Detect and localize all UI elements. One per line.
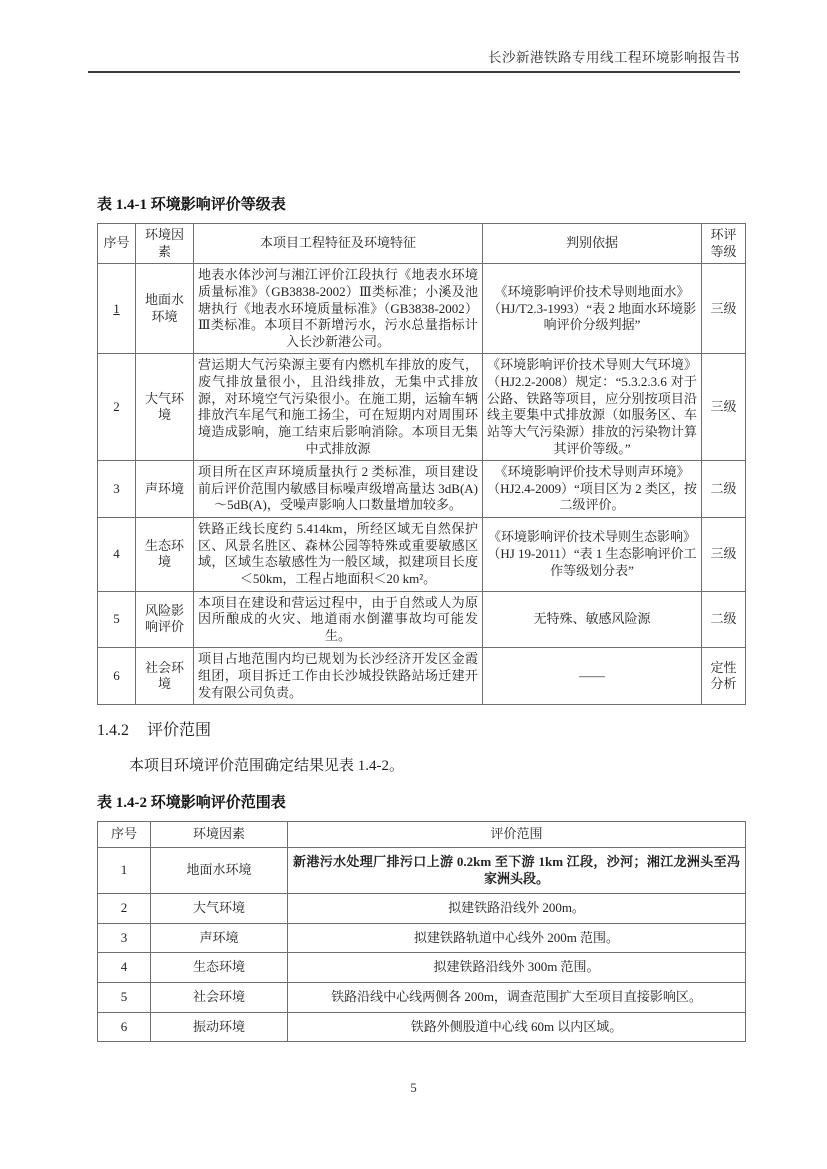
table-row — [98, 518, 746, 592]
table1-col-grade: 环评等级 — [702, 224, 746, 264]
row-seq: 1 — [98, 847, 151, 893]
row-basis: 《环境影响评价技术导则生态影响》（HJ 19-2011）“表 1 生态影响评价工作等级划分表” — [483, 518, 702, 592]
row-factor: 地面水环境 — [136, 264, 194, 354]
row-basis: 《环境影响评价技术导则地面水》（HJ/T2.3-1993）“表 2 地面水环境影响评价分级判据” — [483, 264, 702, 354]
table-row — [98, 648, 746, 705]
row-scope: 新港污水处理厂排污口上游 0.2km 至下游 1km 江段，沙河；湘江龙洲头至冯家洲头段。 — [288, 847, 746, 893]
table-row — [98, 953, 746, 983]
row-seq: 6 — [98, 1012, 151, 1042]
row-basis: 《环境影响评价技术导则声环境》（HJ2.4-2009）“项目区为 2 类区，按二级评价。 — [483, 461, 702, 518]
table-row — [98, 923, 746, 953]
row-seq: 3 — [98, 923, 151, 953]
row-scope: 铁路外侧股道中心线 60m 以内区域。 — [288, 1012, 746, 1042]
running-header — [88, 46, 740, 73]
row-seq: 5 — [98, 983, 151, 1013]
row-feature: 项目所在区声环境质量执行 2 类标准，项目建设前后评价范围内敏感目标噪声级增高量达 3dB(A)～5dB(A)，受噪声影响人口数量增加较多。 — [194, 461, 483, 518]
table2-col-seq: 序号 — [98, 822, 151, 848]
header-rule — [88, 71, 740, 73]
row-basis: 无特殊、敏感风险源 — [483, 591, 702, 648]
table-row — [98, 894, 746, 924]
table1-col-basis: 判别依据 — [483, 224, 702, 264]
row-seq: 6 — [98, 648, 136, 705]
section-number: 1.4.2 — [97, 722, 129, 740]
row-scope: 拟建铁路沿线外 300m 范围。 — [288, 953, 746, 983]
row-basis: —— — [483, 648, 702, 705]
row-scope: 铁路沿线中心线两侧各 200m，调查范围扩大至项目直接影响区。 — [288, 983, 746, 1013]
row-factor: 社会环境 — [151, 983, 288, 1013]
table1-col-seq: 序号 — [98, 224, 136, 264]
row-feature: 营运期大气污染源主要有内燃机车排放的废气，废气排放量很小，且沿线排放，无集中式排放源，对环境空气污染很小。在施工期，运输车辆排放汽车尾气和施工扬尘，可在短期内对周围环境造成影响，施工结束后影响消除。本项目无集中式排放源 — [194, 354, 483, 461]
row-factor: 生态环境 — [136, 518, 194, 592]
row-feature: 本项目在建设和营运过程中，由于自然或人为原因所酿成的火灾、地道雨水倒灌事故均可能发生。 — [194, 591, 483, 648]
table2-col-scope: 评价范围 — [288, 822, 746, 848]
table-row — [98, 264, 746, 354]
row-basis: 《环境影响评价技术导则大气环境》（HJ2.2-2008）规定：“5.3.2.3.6 对于公路、铁路等项目，应分别按项目沿线主要集中式排放源（如服务区、车站等大气污染源）排放的污染物计算其评价等级。” — [483, 354, 702, 461]
row-grade: 三级 — [702, 354, 746, 461]
table-row — [98, 983, 746, 1013]
row-factor: 地面水环境 — [151, 847, 288, 893]
table1-col-factor: 环境因素 — [136, 224, 194, 264]
row-feature: 项目占地范围内均已规划为长沙经济开发区金霞组团，项目拆迁工作由长沙城投铁路站场迁建开发有限公司负责。 — [194, 648, 483, 705]
row-seq: 2 — [98, 354, 136, 461]
row-scope: 拟建铁路轨道中心线外 200m 范围。 — [288, 923, 746, 953]
row-factor: 声环境 — [136, 461, 194, 518]
row-factor: 风险影响评价 — [136, 591, 194, 648]
body-paragraph: 本项目环境评价范围确定结果见表 1.4-2。 — [129, 758, 404, 775]
row-factor: 振动环境 — [151, 1012, 288, 1042]
table2-header-row — [98, 822, 746, 848]
row-factor: 社会环境 — [136, 648, 194, 705]
table1-header-row — [98, 224, 746, 264]
table-evaluation-grade — [97, 223, 746, 705]
row-grade: 三级 — [702, 518, 746, 592]
table2-caption: 表 1.4-2 环境影响评价范围表 — [97, 795, 286, 812]
section-title: 评价范围 — [147, 722, 212, 740]
row-feature: 铁路正线长度约 5.414km，所经区域无自然保护区、风景名胜区、森林公园等特殊或重要敏感区域，区域生态敏感性为一般区域，拟建项目长度＜50km，工程占地面积＜20 km²。 — [194, 518, 483, 592]
row-seq: 3 — [98, 461, 136, 518]
table-row — [98, 847, 746, 893]
row-scope: 拟建铁路沿线外 200m。 — [288, 894, 746, 924]
table-evaluation-scope — [97, 821, 746, 1042]
running-header-title: 长沙新港铁路专用线工程环境影响报告书 — [488, 50, 740, 65]
row-factor: 大气环境 — [151, 894, 288, 924]
table-row — [98, 1012, 746, 1042]
row-grade: 二级 — [702, 461, 746, 518]
section-heading-1-4-2 — [97, 717, 745, 740]
row-seq: 4 — [98, 518, 136, 592]
table-row — [98, 461, 746, 518]
row-seq: 4 — [98, 953, 151, 983]
table-row — [98, 591, 746, 648]
row-seq: 2 — [98, 894, 151, 924]
row-grade: 三级 — [702, 264, 746, 354]
page-content — [97, 193, 745, 1042]
page-number: 5 — [410, 1080, 417, 1095]
table-row — [98, 354, 746, 461]
table1-col-feature: 本项目工程特征及环境特征 — [194, 224, 483, 264]
row-grade: 定性分析 — [702, 648, 746, 705]
row-factor: 声环境 — [151, 923, 288, 953]
table1-caption: 表 1.4-1 环境影响评价等级表 — [97, 197, 286, 213]
row-grade: 二级 — [702, 591, 746, 648]
row-factor: 大气环境 — [136, 354, 194, 461]
row-factor: 生态环境 — [151, 953, 288, 983]
table2-col-factor: 环境因素 — [151, 822, 288, 848]
row-seq: 5 — [98, 591, 136, 648]
row-feature: 地表水体沙河与湘江评价江段执行《地表水环境质量标准》（GB3838-2002）Ⅲ类标准；小溪及池塘执行《地表水环境质量标准》（GB3838-2002）Ⅲ类标准。本项目不新增污水，污水总量指标计入长沙新港公司。 — [194, 264, 483, 354]
row-seq: 1 — [98, 264, 136, 354]
